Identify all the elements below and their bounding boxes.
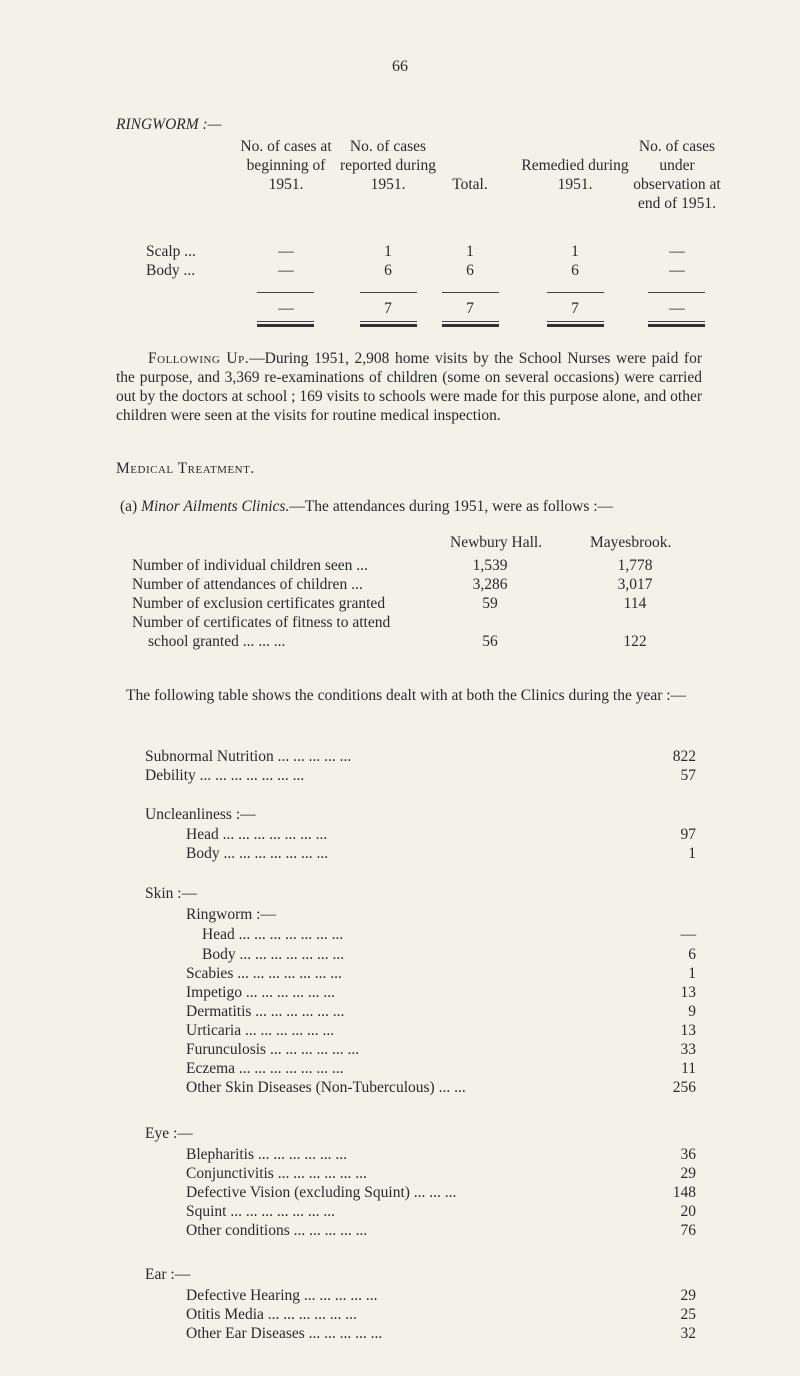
condition-row (0, 1041, 800, 1061)
condition-value: 1 (688, 845, 696, 862)
condition-label: Head ... ... ... ... ... ... ... (202, 926, 344, 943)
group-label: Skin :— (145, 885, 198, 902)
clinic-value-mayesbrook: 1,778 (617, 557, 653, 574)
condition-subgroup (0, 906, 800, 926)
condition-row (0, 1325, 800, 1345)
total-cell: — (278, 300, 294, 317)
condition-row (0, 1222, 800, 1242)
ringworm-row-scalp (0, 243, 800, 263)
condition-label: Urticaria ... ... ... ... ... ... (186, 1022, 335, 1039)
clinic-row-label: Number of exclusion certificates granted (132, 595, 386, 612)
cell: 6 (466, 262, 474, 279)
condition-label: Body ... ... ... ... ... ... ... (202, 946, 345, 963)
condition-label: Furunculosis ... ... ... ... ... ... (186, 1041, 360, 1058)
condition-label: Body ... ... ... ... ... ... ... (186, 845, 329, 862)
condition-value: 11 (681, 1060, 696, 1077)
condition-row (0, 926, 800, 946)
condition-label: Defective Vision (excluding Squint) ... ... ... (186, 1184, 457, 1201)
condition-value: 33 (680, 1041, 696, 1058)
condition-value: 20 (680, 1203, 696, 1220)
condition-row (0, 1003, 800, 1023)
total-cell: — (669, 300, 685, 317)
cell: 6 (384, 262, 392, 279)
condition-value: 148 (672, 1184, 696, 1201)
group-label: Eye :— (145, 1125, 193, 1142)
condition-value: 1 (688, 965, 696, 982)
clinic-row (0, 576, 800, 596)
clinic-value-newbury: 3,286 (472, 576, 508, 593)
ringworm-header-remedied: Remedied during 1951. (521, 157, 629, 193)
condition-row (0, 826, 800, 846)
condition-value: 36 (680, 1146, 696, 1163)
condition-value: 32 (680, 1325, 696, 1342)
divider (648, 292, 705, 293)
condition-row (0, 767, 800, 787)
clinics-intro-prefix: (a) (120, 498, 142, 515)
page-number: 66 (392, 58, 408, 75)
condition-row (0, 965, 800, 985)
condition-label: Squint ... ... ... ... ... ... ... (186, 1203, 335, 1220)
following-up-paragraph (116, 349, 702, 425)
condition-value: 822 (672, 748, 696, 765)
condition-row (0, 1079, 800, 1099)
cell: — (669, 243, 685, 260)
clinic-value-newbury: 1,539 (472, 557, 508, 574)
ringworm-header-reported: No. of cases reported during 1951. (340, 138, 436, 193)
cell: — (669, 262, 685, 279)
total-cell: 7 (466, 300, 474, 317)
double-rule (257, 321, 314, 327)
ringworm-header-observation: No. of cases under observation at end of 1951. (633, 138, 721, 212)
ringworm-title: RINGWORM :— (116, 116, 222, 133)
condition-value: 13 (680, 984, 696, 1001)
condition-value: 97 (680, 826, 696, 843)
condition-value: 256 (672, 1079, 696, 1096)
condition-row (0, 748, 800, 768)
condition-value: 9 (688, 1003, 696, 1020)
clinic-row (0, 614, 800, 634)
divider (442, 292, 499, 293)
clinic-row-label: Number of individual children seen ... (132, 557, 368, 574)
clinics-intro-rest: —The attendances during 1951, were as follows :— (289, 498, 614, 515)
cell: — (278, 262, 294, 279)
condition-value: 13 (680, 1022, 696, 1039)
medical-treatment-heading: Medical Treatment. (116, 460, 255, 477)
condition-value: — (680, 926, 696, 943)
condition-value: 25 (680, 1306, 696, 1323)
ringworm-header-beginning: No. of cases at beginning of 1951. (240, 138, 332, 193)
group-label: Ear :— (145, 1266, 191, 1283)
clinics-intro (116, 497, 702, 516)
cell: 1 (571, 243, 579, 260)
clinic-row (0, 595, 800, 615)
condition-group (0, 1125, 800, 1145)
condition-value: 29 (680, 1287, 696, 1304)
clinic-value-newbury: 56 (482, 633, 498, 650)
condition-label: Otitis Media ... ... ... ... ... ... (186, 1306, 357, 1323)
double-rule (648, 321, 705, 327)
condition-row (0, 1022, 800, 1042)
condition-label: Debility ... ... ... ... ... ... ... (145, 767, 305, 784)
condition-label: Dermatitis ... ... ... ... ... ... (186, 1003, 345, 1020)
col-header-newbury: Newbury Hall. (450, 534, 543, 551)
total-cell: 7 (571, 300, 579, 317)
condition-value: 57 (680, 767, 696, 784)
condition-label: Subnormal Nutrition ... ... ... ... ... (145, 748, 352, 765)
row-label: Body ... (146, 262, 196, 279)
clinic-value-newbury: 59 (482, 595, 498, 612)
double-rule (442, 321, 499, 327)
clinic-value-mayesbrook: 122 (623, 633, 647, 650)
ringworm-header-total: Total. (452, 176, 488, 193)
cell: — (278, 243, 294, 260)
condition-label: Head ... ... ... ... ... ... ... (186, 826, 328, 843)
condition-row (0, 1203, 800, 1223)
condition-label: Defective Hearing ... ... ... ... ... (186, 1287, 378, 1304)
condition-label: Other Skin Diseases (Non-Tuberculous) ... ... (186, 1079, 466, 1096)
ringworm-row-body (0, 262, 800, 282)
subgroup-label: Ringworm :— (186, 906, 276, 923)
condition-label: Conjunctivitis ... ... ... ... ... ... (186, 1165, 367, 1182)
condition-label: Other Ear Diseases ... ... ... ... ... (186, 1325, 383, 1342)
condition-label: Other conditions ... ... ... ... ... (186, 1222, 368, 1239)
condition-row (0, 1184, 800, 1204)
double-rule (360, 321, 417, 327)
total-cell: 7 (384, 300, 392, 317)
col-header-mayesbrook: Mayesbrook. (590, 534, 672, 551)
clinic-value-mayesbrook: 3,017 (617, 576, 653, 593)
row-label: Scalp ... (146, 243, 196, 260)
condition-value: 29 (680, 1165, 696, 1182)
double-rule (547, 321, 604, 327)
condition-row (0, 845, 800, 865)
condition-group (0, 806, 800, 826)
condition-value: 76 (680, 1222, 696, 1239)
cell: 1 (384, 243, 392, 260)
cell: 1 (466, 243, 474, 260)
condition-group (0, 885, 800, 905)
clinic-value-mayesbrook: 114 (623, 595, 647, 612)
condition-label: Eczema ... ... ... ... ... ... ... (186, 1060, 344, 1077)
cell: 6 (571, 262, 579, 279)
conditions-intro: The following table shows the conditions dealt with at both the Clinics during the year :— (126, 687, 687, 704)
condition-row (0, 1287, 800, 1307)
group-label: Uncleanliness :— (145, 806, 256, 823)
condition-label: Scabies ... ... ... ... ... ... ... (186, 965, 342, 982)
clinic-row-label: Number of certificates of fitness to attend (132, 614, 391, 631)
condition-value: 6 (688, 946, 696, 963)
clinic-row (0, 557, 800, 577)
clinic-row-label: school granted ... ... ... (148, 633, 286, 650)
clinic-row-label: Number of attendances of children ... (132, 576, 363, 593)
divider (257, 292, 314, 293)
condition-label: Impetigo ... ... ... ... ... ... (186, 984, 335, 1001)
clinic-row (0, 633, 800, 653)
ringworm-row-total (0, 300, 800, 320)
divider (360, 292, 417, 293)
following-up-heading: Following Up. (148, 350, 250, 367)
condition-label: Blepharitis ... ... ... ... ... ... (186, 1146, 348, 1163)
condition-row (0, 946, 800, 966)
condition-row (0, 1306, 800, 1326)
following-up-text: —During 1951, 2,908 home visits by the School Nurses were paid for the purpose, and 3,369 re-examinations of children (some on several occasions) were carried out by the doctors at school ; 169 visits to schools were made for this purpose alone, and other children were seen at the visits for routine medical inspection. (116, 350, 702, 424)
divider (547, 292, 604, 293)
condition-row (0, 1146, 800, 1166)
condition-row (0, 984, 800, 1004)
condition-group (0, 1266, 800, 1286)
condition-row (0, 1060, 800, 1080)
clinics-intro-italic: Minor Ailments Clinics. (141, 498, 290, 515)
condition-row (0, 1165, 800, 1185)
